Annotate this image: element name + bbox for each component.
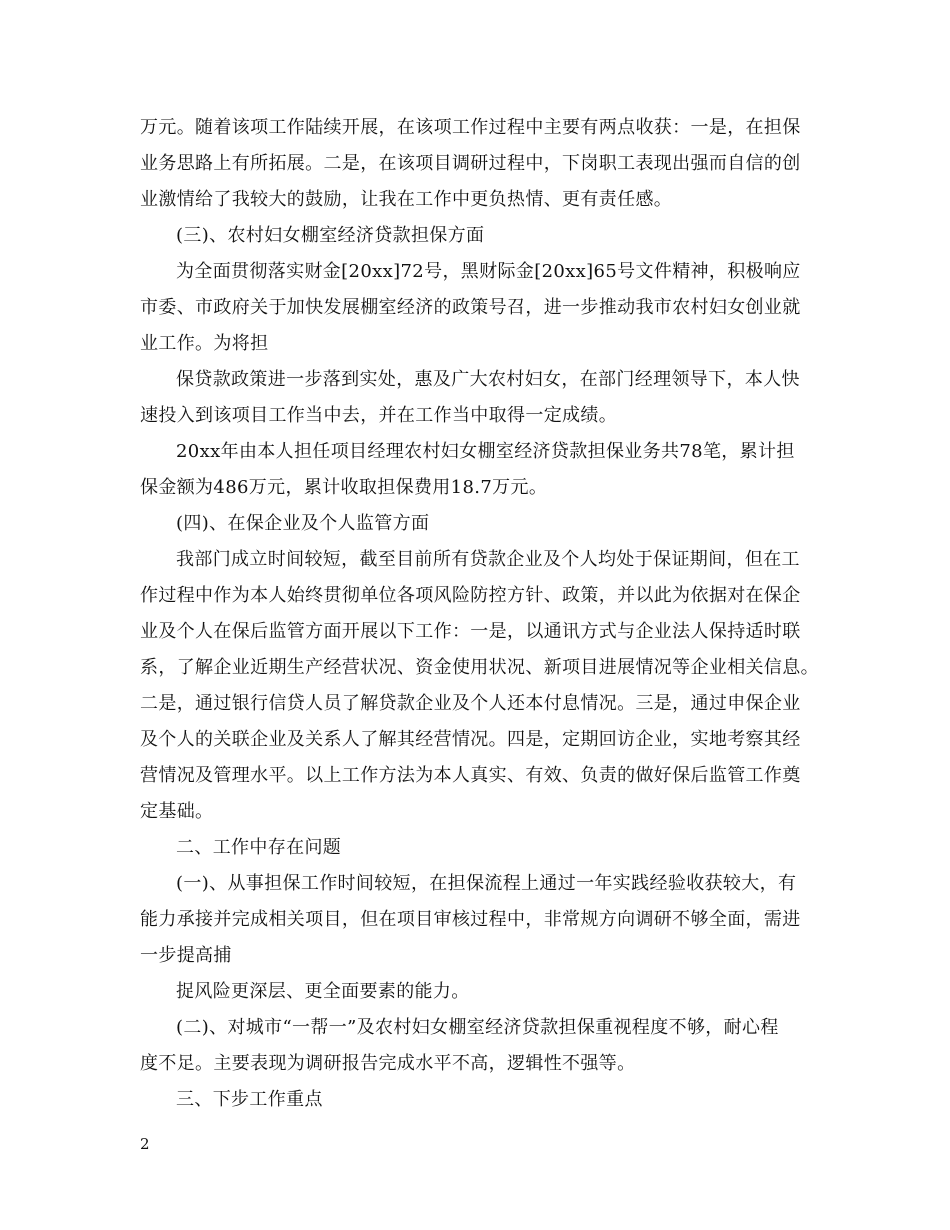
body-text-line: (一)、从事担保工作时间较短，在担保流程上通过一年实践经验收获较大，有	[176, 873, 797, 894]
body-text-line: 及个人的关联企业及关系人了解其经营情况。四是，定期回访企业，实地考察其经	[140, 729, 801, 750]
body-text-line: 速投入到该项目工作当中去，并在工作当中取得一定成绩。	[140, 405, 618, 426]
body-text-line: 系，了解企业近期生产经营状况、资金使用状况、新项目进展情况等企业相关信息。	[140, 657, 819, 678]
body-text-line: 一步提高捕	[140, 945, 232, 966]
body-text-line: 保金额为486万元，累计收取担保费用18.7万元。	[140, 477, 548, 498]
body-text-line: 度不足。主要表现为调研报告完成水平不高，逻辑性不强等。	[140, 1053, 636, 1074]
section-heading: (四)、在保企业及个人监管方面	[176, 513, 430, 534]
body-text-line: 万元。随着该项工作陆续开展，在该项工作过程中主要有两点收获：一是，在担保	[140, 117, 801, 138]
body-text-line: 我部门成立时间较短，截至目前所有贷款企业及个人均处于保证期间，但在工	[176, 549, 800, 570]
body-text-line: 20xx年由本人担任项目经理农村妇女棚室经济贷款担保业务共78笔，累计担	[176, 441, 795, 462]
body-text-line: 业务思路上有所拓展。二是，在该项目调研过程中，下岗职工表现出强而自信的创	[140, 153, 801, 174]
body-text-line: 捉风险更深层、更全面要素的能力。	[176, 981, 470, 1002]
body-text-line: 二是，通过银行信贷人员了解贷款企业及个人还本付息情况。三是，通过申保企业	[140, 693, 801, 714]
body-text-line: 市委、市政府关于加快发展棚室经济的政策号召，进一步推动我市农村妇女创业就	[140, 297, 801, 318]
body-text-line: 为全面贯彻落实财金[20xx]72号，黑财际金[20xx]65号文件精神，积极响应	[176, 261, 801, 282]
body-text-line: 保贷款政策进一步落到实处，惠及广大农村妇女，在部门经理领导下，本人快	[176, 369, 800, 390]
section-heading: 二、工作中存在问题	[176, 837, 342, 858]
page-number: 2	[140, 1135, 150, 1153]
section-heading: (三)、农村妇女棚室经济贷款担保方面	[176, 225, 485, 246]
body-text-line: (二)、对城市“一帮一”及农村妇女棚室经济贷款担保重视程度不够，耐心程	[176, 1017, 779, 1038]
body-text-line: 作过程中作为本人始终贯彻单位各项风险防控方针、政策，并以此为依据对在保企	[140, 585, 801, 606]
body-text-line: 营情况及管理水平。以上工作方法为本人真实、有效、负责的做好保后监管工作奠	[140, 765, 801, 786]
body-text-line: 业工作。为将担	[140, 333, 269, 354]
body-text-line: 业激情给了我较大的鼓励，让我在工作中更负热情、更有责任感。	[140, 189, 673, 210]
section-heading: 三、下步工作重点	[176, 1089, 323, 1110]
body-text-line: 业及个人在保后监管方面开展以下工作：一是，以通讯方式与企业法人保持适时联	[140, 621, 801, 642]
body-text-line: 能力承接并完成相关项目，但在项目审核过程中，非常规方向调研不够全面，需进	[140, 909, 801, 930]
body-text-line: 定基础。	[140, 801, 214, 822]
